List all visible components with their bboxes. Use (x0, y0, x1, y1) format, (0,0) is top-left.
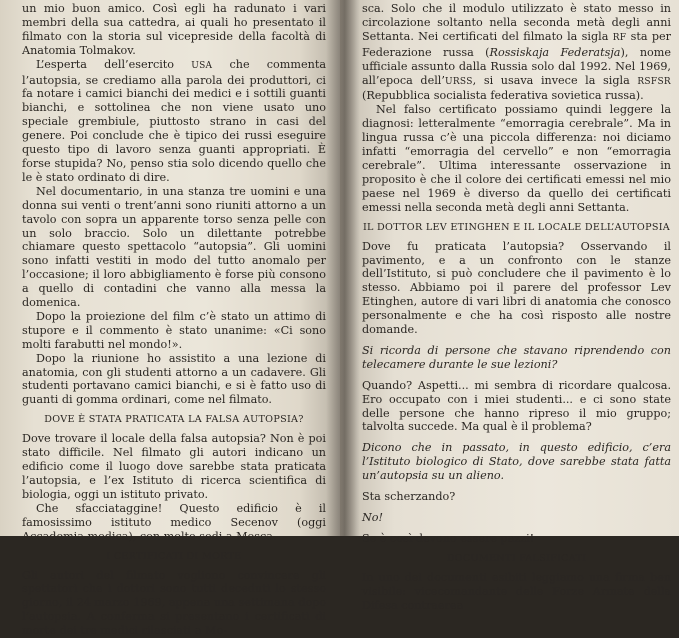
left-paragraph-7: Che sfacciataggine! Questo edificio è il famosissimo istituto medico Secenov (oggi Accademia medica), con molte sedi a Mosca. (22, 501, 326, 543)
interview-question-1: Si ricorda di persone che stavano riprendendo con telecamere durante le sue lezioni? (362, 343, 671, 371)
right-paragraph-3: Dove fu praticata l’autopsia? Osservando il pavimento, e a un confronto con le stanze dell’Istituto, si può concludere che il pavimento è lo stesso. Abbiamo poi il parere del professor Lev Etinghen, autore di vari libri di anatomia che conosco personalmente e che ha così risposto alle nostre domande. (362, 239, 671, 337)
left-paragraph-5: Dopo la riunione ho assistito a una lezione di anatomia, con gli studenti attorno a un cadavere. Gli studenti portavano camici bianchi, e si è fatto uso di guanti di gomma ordinari, come nel filmato. (22, 351, 326, 407)
interview-answer-2: Sta scherzando? (362, 490, 456, 504)
interview-question-2: Dicono che in passato, in questo edificio, c’era l’Istituto biologico di Stato, dove sarebbe stata fatta un’autopsia su un alieno. (362, 441, 671, 483)
right-paragraph-2: Nel falso certificato possiamo quindi leggere la diagnosi: letteralmente “emorragia cerebrale”. Ma in lingua russa c’è una piccola differenza: noi diciamo infatti “emorragia del cervello” e non “emorragia cerebrale”. Ultima interessante osservazione in proposito è che il colore dei certificati emessi nel mio paese nel 1969 è diverso da quello dei certificati emessi nella seconda metà degli anni Settanta. (362, 103, 671, 214)
right-paragraph-1: sca. Solo che il modulo utilizzato è stato messo in circolazione soltanto nella seconda metà degli anni Settanta. Nei certificati del filmato la sigla RF sta per Federazione russa (Rossiskaja Federatsja), nome ufficiale assunto dalla Russia solo dal 1992. Nel 1969, all’epoca dell’URSS, si usava invece la sigla RSFSR (Repubblica socialista federativa sovietica russa). (362, 2, 672, 103)
left-paragraph-3: Nel documentario, in una stanza tre uomini e una donna sui venti o trent’anni sono riuniti attorno a un tavolo con sopra un apparente torso senza pelle con un solo braccio. Solo un dilettante potrebbe chiamare questo spettacolo “autopsia”. Gli uomini sono infatti vestiti in modo del tutto anomalo per l’occasione; il loro abbigliamento è forse più consono a quello di contadini che vanno alla messa la domenica. (22, 184, 326, 310)
right-heading-falsified-documents: DOCUMENTI FALSIFICATI (446, 552, 587, 564)
interview-answer-3: Se è così devono essere pazzi! (362, 531, 535, 545)
interview-answer-1: Quando? Aspetti... mi sembra di ricordare qualcosa. Ero occupato con i miei studenti... e ci sono state delle persone che hanno ripreso il mio gruppo; talvolta succede. Ma qual è il problema? (362, 378, 671, 434)
right-page (340, 0, 679, 612)
right-heading-etinghen: IL DOTTOR LEV ETINGHEN E IL LOCALE DELL’AUTOPSIA (362, 221, 671, 233)
left-paragraph-6: Dove trovare il locale della falsa autopsia? Non è poi stato difficile. Nel filmato gli autori indicano un edificio come il luogo dove sarebbe stata praticata l’autopsia, e l’ex Istituto di ricerca scientifica di biologia, oggi un istituto privato. (22, 432, 326, 501)
left-paragraph-8: Gli autori del filmato vogliono convincere gli spettatori che i dottori sono tutti deceduti lo stesso giorno, il 24 marzo 1969, appena una settimana dopo l’autopsia. A conferma si presentano i certificati di morte dei tre medici rilasciati a Mo- (22, 568, 326, 638)
left-paragraph-1: un mio buon amico. Così egli ha radunato i vari membri della sua cattedra, ai quali ho presentato il filmato con la storia sul vicepreside della facoltà di Anatomia Tolmakov. (22, 2, 326, 57)
left-paragraph-2: L’esperta dell’esercito USA che commenta l’autopsia, se crediamo alla parola dei produttori, ci fa notare i camici bianchi dei medici e i sottili guanti bianchi, e sottolinea che non viene usato uno speciale grembiule, piuttosto strano in casi del genere. Poi conclude che è tipico dei russi eseguire questo tipo di lavoro senza guanti appropriati. È forse stupida? No, penso stia solo dicendo quello che le è stato ordinato di dire. (22, 57, 326, 184)
left-heading-false-autopsy: DOVE È STATA PRATICATA LA FALSA AUTOPSIA? (44, 414, 304, 426)
left-heading-death-certificates: I CERTIFICATI DI MORTE (106, 550, 242, 562)
left-paragraph-4: Dopo la proiezione del film c’è stato un attimo di stupore e il commento è stato unanime: «Ci sono molti farabutti nel mondo!». (22, 309, 326, 351)
right-paragraph-4: In uno dei documenti esibiti leggiamo una firma ben visibile: vicecomandante delle Forze Armate della Difesa contraerea (362, 570, 671, 612)
interview-question-3: No! (362, 511, 384, 524)
